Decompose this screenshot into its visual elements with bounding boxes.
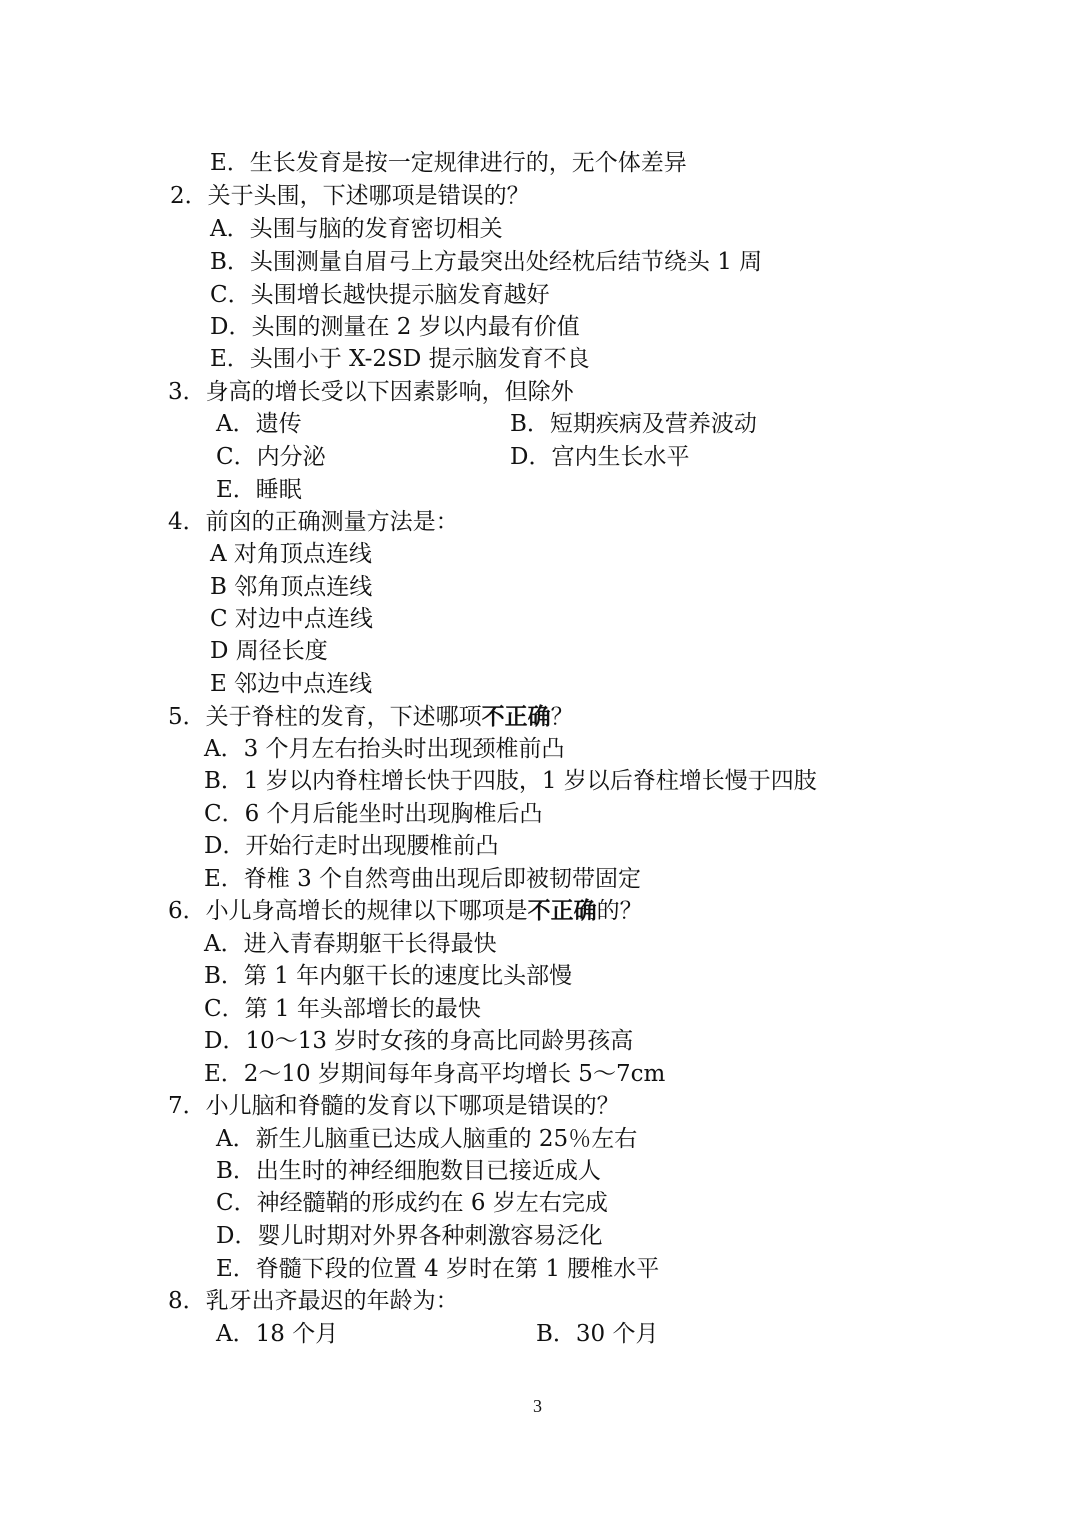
page-number: 3 bbox=[533, 1396, 542, 1416]
q4-option-b: B 邻角顶点连线 bbox=[210, 574, 373, 600]
q3-option-b: B．短期疾病及营养波动 bbox=[510, 411, 757, 437]
q5-option-d: D．开始行走时出现腰椎前凸 bbox=[204, 833, 499, 859]
q4-option-d: D 周径长度 bbox=[210, 638, 328, 664]
q3-option-a: A．遗传 bbox=[216, 411, 302, 437]
question-6-text: 6．小儿身高增长的规律以下哪项是 bbox=[168, 898, 528, 924]
question-6-emphasis: 不正确 bbox=[527, 898, 597, 924]
q2-option-b: B．头围测量自眉弓上方最突出处经枕后结节绕头 1 周 bbox=[210, 249, 763, 275]
q7-option-a: A．新生儿脑重已达成人脑重的 25％左右 bbox=[216, 1126, 638, 1152]
q3-option-c: C．内分泌 bbox=[216, 444, 326, 470]
question-2: 2．关于头围，下述哪项是错误的？ bbox=[170, 183, 530, 209]
q2-option-e: E．头围小于 X-2SD 提示脑发育不良 bbox=[210, 346, 590, 372]
question-6 bbox=[168, 896, 643, 926]
q7-option-c: C．神经髓鞘的形成约在 6 岁左右完成 bbox=[216, 1190, 608, 1216]
q6-option-c: C．第 1 年头部增长的最快 bbox=[204, 996, 481, 1022]
q6-option-d: D．10～13 岁时女孩的身高比同龄男孩高 bbox=[204, 1028, 634, 1054]
question-5-end: ？ bbox=[550, 704, 574, 730]
question-7: 7．小儿脑和脊髓的发育以下哪项是错误的？ bbox=[168, 1093, 620, 1119]
q6-option-b: B．第 1 年内躯干长的速度比头部慢 bbox=[204, 963, 573, 989]
q1-option-e: E．生长发育是按一定规律进行的，无个体差异 bbox=[210, 150, 687, 176]
q2-option-c: C．头围增长越快提示脑发育越好 bbox=[210, 282, 550, 308]
q4-option-c: C 对边中点连线 bbox=[210, 606, 373, 632]
q2-option-d: D．头围的测量在 2 岁以内最有价值 bbox=[210, 314, 580, 340]
q5-option-a: A．3 个月左右抬头时出现颈椎前凸 bbox=[204, 736, 565, 762]
q7-option-d: D．婴儿时期对外界各种刺激容易泛化 bbox=[216, 1223, 603, 1249]
q5-option-b: B．1 岁以内脊柱增长快于四肢，1 岁以后脊柱增长慢于四肢 bbox=[204, 768, 817, 794]
question-6-end: 的？ bbox=[596, 898, 643, 924]
question-5 bbox=[168, 702, 574, 732]
question-8: 8．乳牙出齐最迟的年龄为： bbox=[168, 1288, 459, 1314]
q3-option-e: E．睡眠 bbox=[216, 477, 302, 503]
question-5-emphasis: 不正确 bbox=[481, 704, 551, 730]
question-5-text: 5．关于脊柱的发育，下述哪项 bbox=[168, 704, 482, 730]
q5-option-c: C．6 个月后能坐时出现胸椎后凸 bbox=[204, 801, 543, 827]
q8-option-a: A．18 个月 bbox=[216, 1321, 339, 1347]
q7-option-e: E．脊髓下段的位置 4 岁时在第 1 腰椎水平 bbox=[216, 1256, 660, 1282]
q8-option-b: B．30 个月 bbox=[536, 1321, 659, 1347]
question-3: 3．身高的增长受以下因素影响，但除外 bbox=[168, 379, 574, 405]
q7-option-b: B．出生时的神经细胞数目已接近成人 bbox=[216, 1158, 601, 1184]
q4-option-e: E 邻边中点连线 bbox=[210, 671, 373, 697]
q6-option-e: E．2～10 岁期间每年身高平均增长 5～7cm bbox=[204, 1061, 666, 1087]
q6-option-a: A．进入青春期躯干长得最快 bbox=[204, 931, 497, 957]
q5-option-e: E．脊椎 3 个自然弯曲出现后即被韧带固定 bbox=[204, 866, 642, 892]
q3-option-d: D．宫内生长水平 bbox=[510, 444, 690, 470]
question-4: 4．前囟的正确测量方法是： bbox=[168, 509, 459, 535]
q2-option-a: A．头围与脑的发育密切相关 bbox=[210, 216, 503, 242]
q4-option-a: A 对角顶点连线 bbox=[210, 541, 372, 567]
